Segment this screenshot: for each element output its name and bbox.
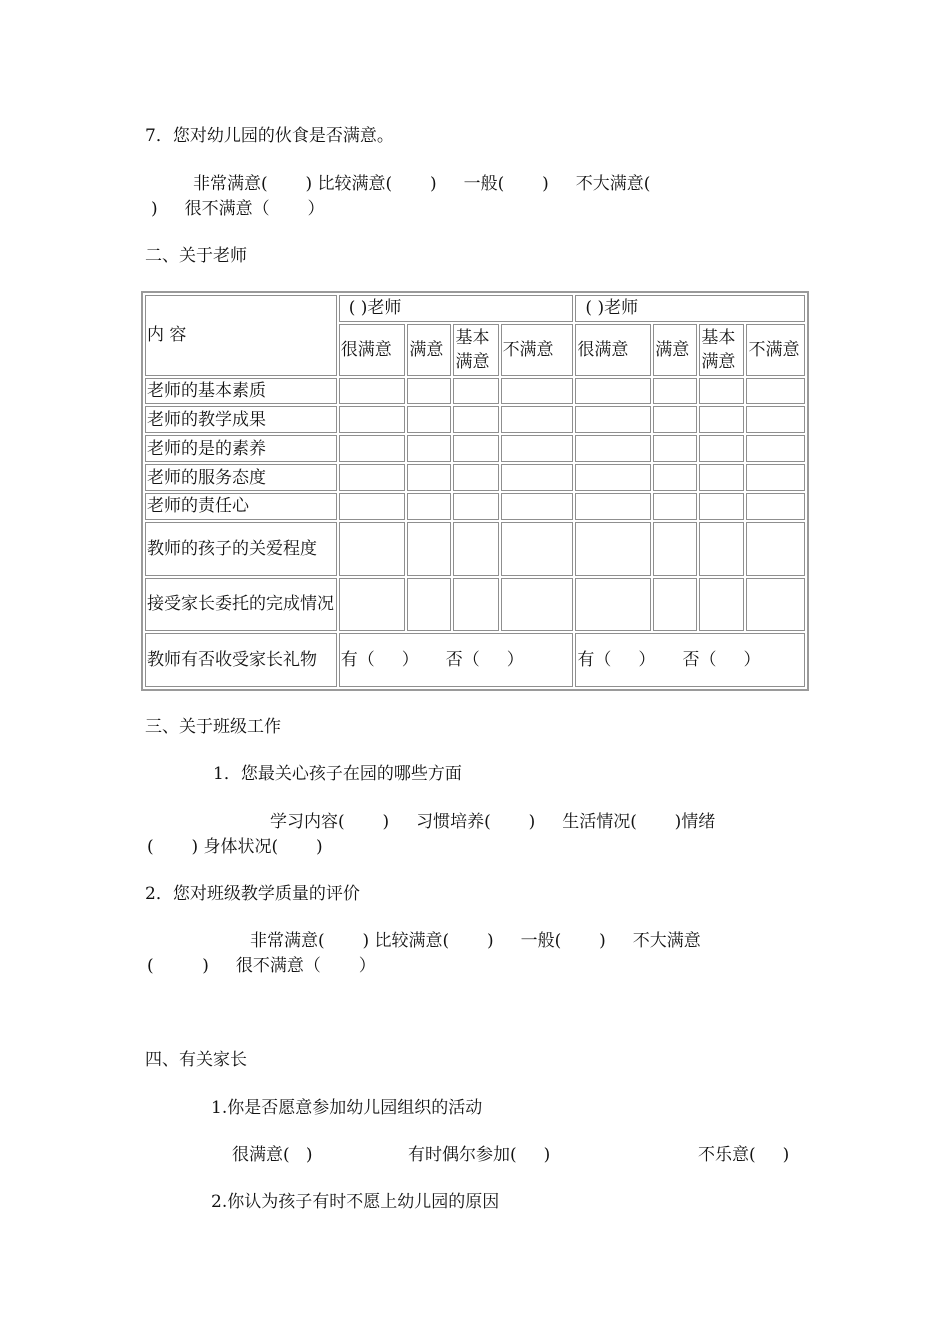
rating-cell[interactable] bbox=[575, 493, 651, 520]
row-label: 教师有否收受家长礼物 bbox=[145, 633, 337, 687]
table-row bbox=[145, 435, 805, 462]
question-3-1: 1．您最关心孩子在园的哪些方面 bbox=[213, 764, 462, 784]
row-label: 老师的教学成果 bbox=[145, 406, 337, 433]
rating-cell[interactable] bbox=[407, 464, 451, 491]
rating-cell[interactable] bbox=[575, 578, 651, 632]
question-4-1: 1.你是否愿意参加幼儿园组织的活动 bbox=[211, 1098, 483, 1118]
rating-cell[interactable] bbox=[653, 435, 697, 462]
rating-cell[interactable] bbox=[699, 406, 744, 433]
rating-cell[interactable] bbox=[699, 578, 744, 632]
question-7: 7．您对幼儿园的伙食是否满意。 bbox=[145, 126, 394, 146]
rating-cell[interactable] bbox=[407, 493, 451, 520]
rating-cell[interactable] bbox=[746, 522, 805, 576]
section-heading-teachers: 二、关于老师 bbox=[145, 246, 247, 266]
question-3-1-options-continued: ( ) 身体状况( ) bbox=[147, 837, 323, 857]
level-basically-satisfied-b: 基本满意 bbox=[699, 324, 744, 376]
rating-cell[interactable] bbox=[746, 578, 805, 632]
level-very-satisfied-b: 很满意 bbox=[575, 324, 651, 376]
rating-cell[interactable] bbox=[501, 435, 574, 462]
rating-cell[interactable] bbox=[453, 493, 498, 520]
rating-cell[interactable] bbox=[653, 378, 697, 405]
level-dissatisfied-a: 不满意 bbox=[501, 324, 574, 376]
rating-cell[interactable] bbox=[746, 378, 805, 405]
rating-cell[interactable] bbox=[501, 464, 574, 491]
question-3-2-options: 非常满意( ) 比较满意( ) 一般( ) 不大满意 bbox=[250, 931, 701, 951]
question-3-2-options-continued: ( ) 很不满意（ ） bbox=[147, 956, 376, 976]
rating-cell[interactable] bbox=[699, 378, 744, 405]
question-7-options: 非常满意( ) 比较满意( ) 一般( ) 不大满意( bbox=[193, 174, 651, 194]
rating-cell[interactable] bbox=[453, 435, 498, 462]
row-label: 教师的孩子的关爱程度 bbox=[145, 522, 337, 576]
rating-cell[interactable] bbox=[339, 378, 406, 405]
question-3-1-options: 学习内容( ) 习惯培养( ) 生活情况( )情绪 bbox=[270, 812, 716, 832]
rating-cell[interactable] bbox=[653, 406, 697, 433]
rating-cell[interactable] bbox=[407, 435, 451, 462]
gift-answer-a[interactable]: 有（ ） 否（ ） bbox=[339, 633, 574, 687]
rating-cell[interactable] bbox=[501, 522, 574, 576]
rating-cell[interactable] bbox=[339, 464, 406, 491]
section-heading-class-work: 三、关于班级工作 bbox=[145, 717, 281, 737]
row-label: 老师的基本素质 bbox=[145, 378, 337, 405]
rating-cell[interactable] bbox=[339, 493, 406, 520]
rating-cell[interactable] bbox=[575, 522, 651, 576]
rating-cell[interactable] bbox=[746, 464, 805, 491]
level-dissatisfied-b: 不满意 bbox=[746, 324, 805, 376]
rating-cell[interactable] bbox=[746, 406, 805, 433]
rating-cell[interactable] bbox=[339, 406, 406, 433]
level-satisfied-b: 满意 bbox=[653, 324, 697, 376]
question-4-1-option-b: 有时偶尔参加( ) bbox=[408, 1145, 551, 1165]
table-row bbox=[145, 493, 805, 520]
question-4-1-option-a: 很满意( ) bbox=[232, 1145, 313, 1165]
rating-cell[interactable] bbox=[653, 522, 697, 576]
rating-cell[interactable] bbox=[501, 378, 574, 405]
rating-cell[interactable] bbox=[453, 378, 498, 405]
table-row bbox=[145, 464, 805, 491]
rating-cell[interactable] bbox=[653, 578, 697, 632]
rating-cell[interactable] bbox=[575, 435, 651, 462]
rating-cell[interactable] bbox=[407, 378, 451, 405]
row-label: 老师的责任心 bbox=[145, 493, 337, 520]
table-row bbox=[145, 378, 805, 405]
teacher-a-header: ( )老师 bbox=[339, 295, 574, 322]
teacher-evaluation-table bbox=[141, 291, 809, 691]
table-row bbox=[145, 633, 805, 687]
rating-cell[interactable] bbox=[501, 578, 574, 632]
rating-cell[interactable] bbox=[453, 464, 498, 491]
rating-cell[interactable] bbox=[501, 493, 574, 520]
rating-cell[interactable] bbox=[575, 406, 651, 433]
question-3-2: 2．您对班级教学质量的评价 bbox=[145, 884, 360, 904]
rating-cell[interactable] bbox=[575, 378, 651, 405]
table-row bbox=[145, 406, 805, 433]
rating-cell[interactable] bbox=[453, 522, 498, 576]
teacher-b-header: ( )老师 bbox=[575, 295, 805, 322]
rating-cell[interactable] bbox=[653, 464, 697, 491]
rating-cell[interactable] bbox=[746, 435, 805, 462]
content-header: 内 容 bbox=[145, 295, 337, 376]
rating-cell[interactable] bbox=[501, 406, 574, 433]
rating-cell[interactable] bbox=[339, 522, 406, 576]
rating-cell[interactable] bbox=[653, 493, 697, 520]
row-label: 接受家长委托的完成情况 bbox=[145, 578, 337, 632]
rating-cell[interactable] bbox=[453, 578, 498, 632]
question-4-2: 2.你认为孩子有时不愿上幼儿园的原因 bbox=[211, 1192, 500, 1212]
rating-cell[interactable] bbox=[407, 406, 451, 433]
section-heading-parents: 四、有关家长 bbox=[145, 1050, 247, 1070]
rating-cell[interactable] bbox=[453, 406, 498, 433]
rating-cell[interactable] bbox=[699, 522, 744, 576]
gift-answer-b[interactable]: 有（ ） 否（ ） bbox=[575, 633, 805, 687]
rating-cell[interactable] bbox=[339, 578, 406, 632]
table-row bbox=[145, 578, 805, 632]
level-very-satisfied-a: 很满意 bbox=[339, 324, 406, 376]
rating-cell[interactable] bbox=[699, 435, 744, 462]
level-basically-satisfied-a: 基本满意 bbox=[453, 324, 498, 376]
row-label: 老师的服务态度 bbox=[145, 464, 337, 491]
table-row bbox=[145, 522, 805, 576]
rating-cell[interactable] bbox=[699, 464, 744, 491]
rating-cell[interactable] bbox=[746, 493, 805, 520]
rating-cell[interactable] bbox=[339, 435, 406, 462]
level-satisfied-a: 满意 bbox=[407, 324, 451, 376]
rating-cell[interactable] bbox=[407, 522, 451, 576]
question-7-options-continued: ) 很不满意（ ） bbox=[151, 199, 325, 219]
rating-cell[interactable] bbox=[699, 493, 744, 520]
rating-cell[interactable] bbox=[407, 578, 451, 632]
rating-cell[interactable] bbox=[575, 464, 651, 491]
question-4-1-option-c: 不乐意( ) bbox=[698, 1145, 790, 1165]
row-label: 老师的是的素养 bbox=[145, 435, 337, 462]
